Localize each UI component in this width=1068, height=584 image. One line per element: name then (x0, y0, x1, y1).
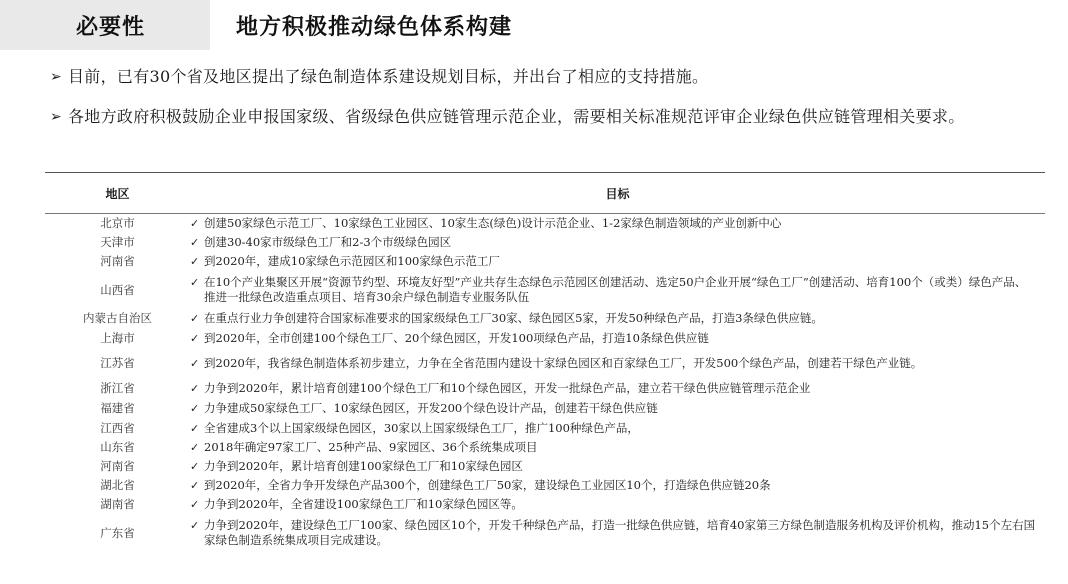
goal-cell (190, 440, 1045, 455)
header-tag (0, 0, 210, 50)
goal-cell (190, 478, 1045, 493)
goal-text: 力争建成50家绿色工厂、10家绿色园区，开发200个绿色设计产品，创建若干绿色供应链 (204, 400, 658, 415)
table-row (45, 378, 1045, 398)
goal-text: 到2020年，全省力争开发绿色产品300个，创建绿色工厂50家，建设绿色工业园区10个，打造绿色供应链20条 (204, 478, 771, 492)
check-icon: ✓ (190, 479, 200, 492)
goal-text: 到2020年，建成10家绿色示范园区和100家绿色示范工厂 (204, 254, 500, 268)
check-icon: ✓ (190, 276, 200, 289)
region-cell: 湖南省 (100, 497, 135, 511)
table-row (45, 418, 1045, 438)
region-cell: 北京市 (100, 216, 135, 230)
region-cell: 山东省 (100, 440, 135, 454)
bullet-item (50, 62, 1040, 92)
goal-text: 在10个产业集聚区开展“资源节约型、环境友好型”产业共存生态绿色示范园区创建活动、选定50户企业开展“绿色工厂”创建活动、培育100个（或类）绿色产品、推进一批绿色改造重点项目、培育30余户绿色制造专业服务队伍 (204, 275, 1027, 304)
column-header-goal: 目标 (605, 186, 630, 201)
goal-cell (190, 254, 1045, 269)
goal-text: 在重点行业力争创建符合国家标准要求的国家级绿色工厂30家、绿色园区5家，开发50种绿色产品，打造3条绿色供应链。 (204, 311, 823, 325)
goal-cell (190, 518, 1045, 548)
goal-text: 力争到2020年，累计培育创建100家绿色工厂和10家绿色园区 (204, 459, 523, 473)
slide-title: 地方积极推动绿色体系构建 (236, 15, 513, 40)
region-cell: 广东省 (100, 525, 135, 540)
arrow-bullet-icon: ➢ (50, 69, 63, 85)
check-icon: ✓ (190, 498, 200, 511)
goal-text: 到2020年，我省绿色制造体系初步建立，力争在全省范围内建设十家绿色园区和百家绿色工厂，开发500个绿色产品，创建若干绿色产业链。 (204, 355, 923, 370)
goal-text: 力争到2020年，全省建设100家绿色工厂和10家绿色园区等。 (204, 497, 523, 511)
table-body (45, 214, 1045, 552)
region-cell: 江苏省 (100, 355, 135, 370)
check-icon: ✓ (190, 331, 200, 345)
region-cell: 湖北省 (100, 478, 135, 492)
check-icon: ✓ (190, 255, 200, 268)
table-row (45, 233, 1045, 252)
check-icon: ✓ (190, 441, 200, 454)
arrow-bullet-icon: ➢ (50, 109, 63, 125)
table-row (45, 252, 1045, 271)
table-row (45, 495, 1045, 514)
goal-cell (190, 311, 1045, 326)
region-cell: 福建省 (100, 400, 135, 415)
table-row (45, 514, 1045, 552)
goal-cell (190, 401, 1045, 416)
table-row (45, 348, 1045, 378)
goal-cell (190, 331, 1045, 346)
region-cell: 江西省 (100, 420, 135, 435)
goal-cell (190, 235, 1045, 250)
check-icon: ✓ (190, 381, 200, 395)
region-cell: 内蒙古自治区 (83, 311, 152, 325)
check-icon: ✓ (190, 421, 200, 435)
goal-cell (190, 275, 1045, 305)
check-icon: ✓ (190, 356, 200, 370)
region-cell: 河南省 (100, 459, 135, 473)
goal-cell (190, 381, 1045, 396)
bullet-text: 各地方政府积极鼓励企业申报国家级、省级绿色供应链管理示范企业，需要相关标准规范评审企业绿色供应链管理相关要求。 (68, 107, 965, 126)
goal-text: 力争到2020年，建设绿色工厂100家、绿色园区10个，开发千种绿色产品，打造一批绿色供应链，培育40家第三方绿色制造服务机构及评价机构，推动15个左右国家绿色制造系统集成项目完成建设。 (204, 518, 1036, 547)
check-icon: ✓ (190, 519, 200, 532)
check-icon: ✓ (190, 312, 200, 325)
region-cell: 天津市 (100, 235, 135, 249)
goal-text: 力争到2020年，累计培育创建100个绿色工厂和10个绿色园区，开发一批绿色产品，建立若干绿色供应链管理示范企业 (204, 380, 811, 395)
region-cell: 浙江省 (100, 380, 135, 395)
table-row (45, 398, 1045, 418)
goal-text: 2018年确定97家工厂、25种产品、9家园区、36个系统集成项目 (204, 440, 538, 454)
check-icon: ✓ (190, 217, 200, 230)
table-row (45, 271, 1045, 309)
region-goals-table (45, 172, 1045, 552)
goal-text: 全省建成3个以上国家级绿色园区，30家以上国家级绿色工厂，推广100种绿色产品， (204, 420, 639, 435)
bullet-text: 目前，已有30个省及地区提出了绿色制造体系建设规划目标，并出台了相应的支持措施。 (68, 67, 709, 86)
table-row (45, 328, 1045, 348)
check-icon: ✓ (190, 401, 200, 415)
column-header-region: 地区 (105, 186, 130, 201)
goal-cell (190, 356, 1045, 371)
bullet-item (50, 102, 1040, 132)
region-cell: 上海市 (100, 330, 135, 345)
goal-cell (190, 216, 1045, 231)
slide-header (0, 0, 1068, 50)
region-cell: 河南省 (100, 254, 135, 268)
check-icon: ✓ (190, 236, 200, 249)
check-icon: ✓ (190, 460, 200, 473)
table-row (45, 309, 1045, 328)
goal-text: 创建30-40家市级绿色工厂和2-3个市级绿色园区 (204, 235, 452, 249)
table-row (45, 476, 1045, 495)
region-cell: 山西省 (100, 282, 135, 297)
goal-text: 创建50家绿色示范工厂、10家绿色工业园区、10家生态(绿色)设计示范企业、1-2家绿色制造领域的产业创新中心 (204, 216, 782, 230)
goal-cell (190, 421, 1045, 436)
table-row (45, 438, 1045, 457)
table-row (45, 457, 1045, 476)
goal-cell (190, 459, 1045, 474)
table-header-row (45, 173, 1045, 213)
header-tag-label: 必要性 (76, 15, 146, 40)
goal-text: 到2020年，全市创建100个绿色工厂、20个绿色园区，开发100项绿色产品，打造10条绿色供应链 (204, 330, 709, 345)
goal-cell (190, 497, 1045, 512)
bullet-list (50, 62, 1040, 142)
table-row (45, 214, 1045, 233)
